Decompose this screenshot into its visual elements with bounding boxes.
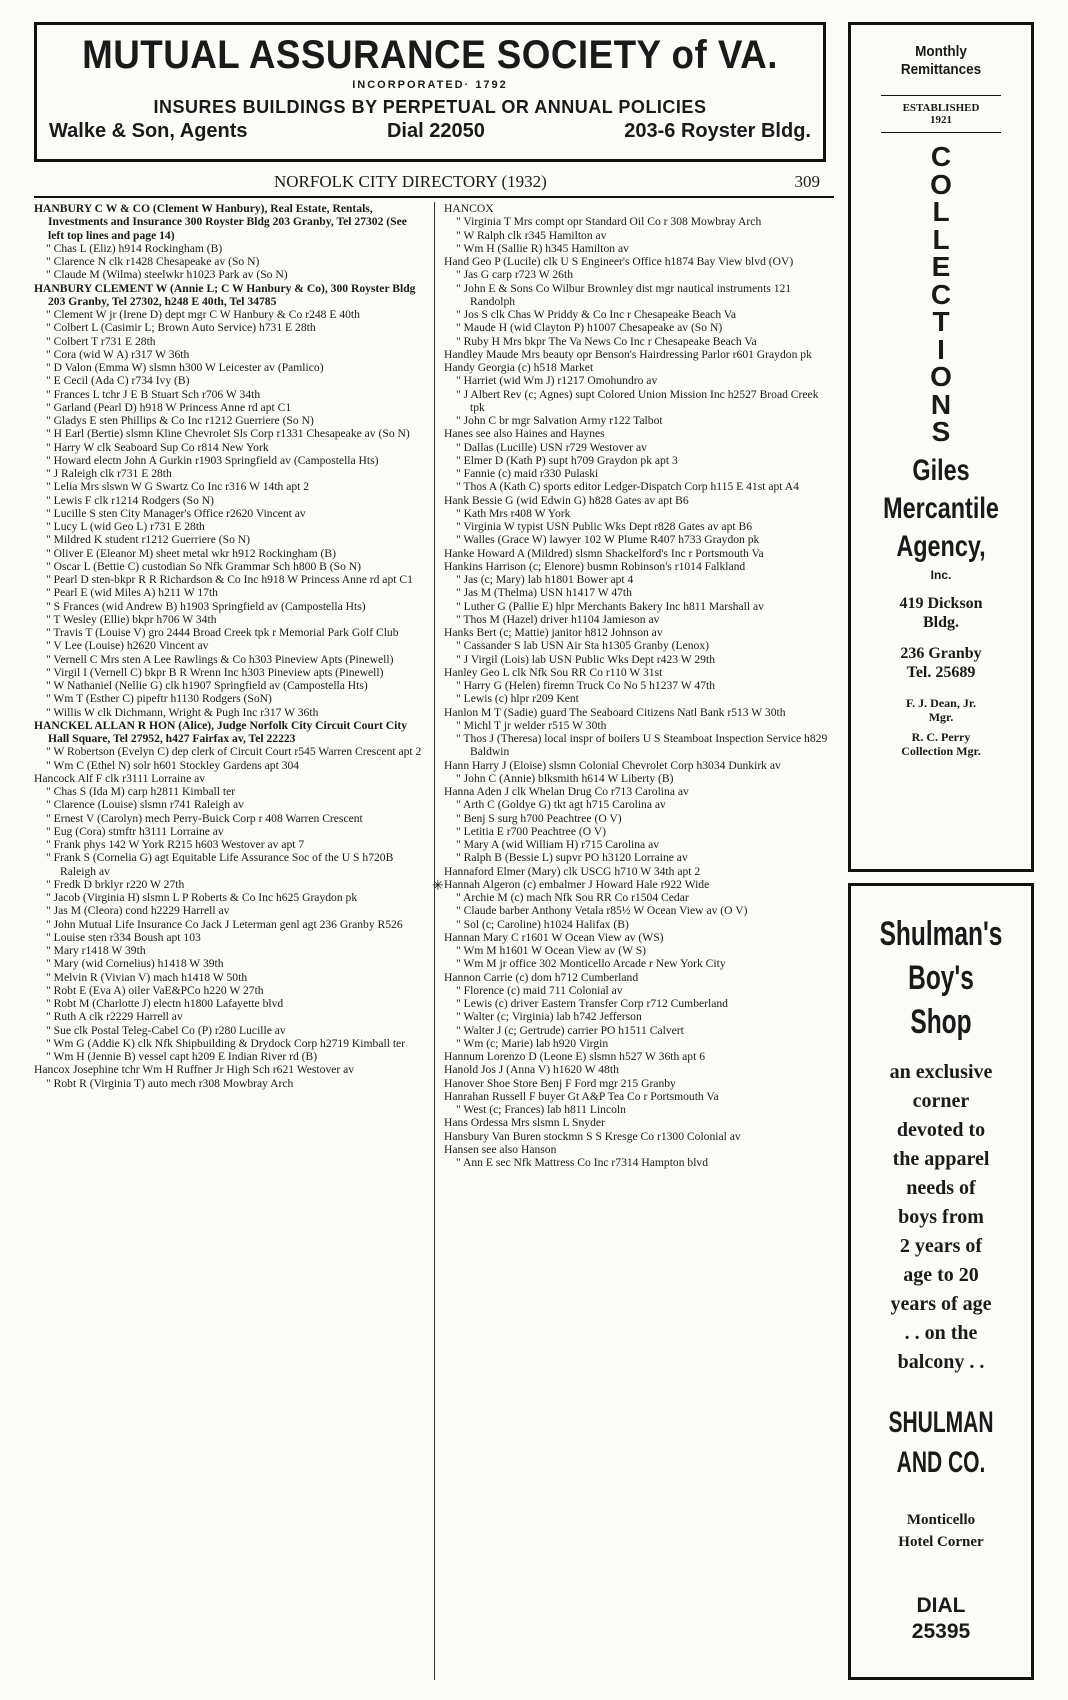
directory-entry: Hansbury Van Buren stockmn S S Kresge Co r1300 Colonial av bbox=[444, 1129, 741, 1143]
directory-entry: " John C (Annie) blksmith h614 W Liberty (B) bbox=[456, 771, 674, 785]
collection-manager-title: Collection Mgr. bbox=[901, 743, 981, 758]
collections-letter: L bbox=[932, 196, 950, 227]
directory-entry: " D Valon (Emma W) slsmn h300 W Leicester av (Pamlico) bbox=[46, 361, 324, 374]
directory-entry: " Travis T (Louise V) gro 2444 Broad Creek tpk r Memorial Park Golf Club bbox=[46, 626, 399, 639]
copy-line: balcony . . bbox=[897, 1351, 985, 1373]
directory-entry: " West (c; Frances) lab h811 Lincoln bbox=[456, 1103, 626, 1116]
address-line-1: 419 Dickson bbox=[899, 594, 983, 612]
directory-entry: " Jas M (Cleora) cond h2229 Harrell av bbox=[46, 904, 230, 918]
address-line-4: Tel. 25689 bbox=[906, 663, 976, 681]
directory-entry: " Wm C (Ethel N) solr h601 Stockley Gardens apt 304 bbox=[46, 758, 300, 772]
directory-entry: " Oliver E (Eleanor M) sheet metal wkr h912 Rockingham (B) bbox=[46, 546, 336, 560]
firm-inc: Inc. bbox=[930, 567, 952, 582]
directory-entry: " Colbert L (Casimir L; Brown Auto Service) h731 E 28th bbox=[46, 321, 316, 335]
directory-entry: " Fredk D brklyr r220 W 27th bbox=[46, 877, 185, 891]
collections-letter: O bbox=[930, 361, 952, 392]
directory-entry: " Wm M h1601 W Ocean View av (W S) bbox=[456, 944, 647, 957]
copy-line: the apparel bbox=[892, 1148, 990, 1170]
directory-entry: " Dallas (Lucille) USN r729 Westover av bbox=[456, 440, 647, 454]
directory-entry: Hannah Algeron (c) embalmer J Howard Hale r922 Wide bbox=[444, 877, 710, 891]
directory-entry: " Willis W clk Dichmann, Wright & Pugh Inc r317 W 36th bbox=[46, 705, 319, 719]
collections-letter: C bbox=[930, 278, 952, 310]
directory-entry: " Ruth A clk r2229 Harrell av bbox=[46, 1010, 183, 1024]
directory-entry: " Robt E (Eva A) oiler VaE&PCo h220 W 27th bbox=[46, 983, 264, 997]
firm-line-1: Giles bbox=[912, 453, 970, 487]
directory-entry: " Walter (c; Virginia) lab h742 Jefferson bbox=[456, 1010, 642, 1024]
collections-letter: S bbox=[931, 416, 951, 447]
directory-entry: " Frank phys 142 W York R215 h603 Westover av apt 7 bbox=[46, 838, 305, 851]
collections-letter: I bbox=[937, 333, 945, 365]
directory-entry: Hancox Josephine tchr Wm H Ruffner Jr High Sch r621 Westover av bbox=[34, 1063, 355, 1077]
directory-entry: " Harry G (Helen) firemn Truck Co No 5 h1237 W 47th bbox=[456, 679, 716, 692]
firm-name-2: AND CO. bbox=[896, 1446, 986, 1479]
directory-entry: " Virgil I (Vernell C) bkpr B R Wrenn Inc h303 Pineview apts (Pinewell) bbox=[46, 665, 384, 679]
directory-entry: " Ralph B (Bessie L) supvr PO h3120 Lorraine av bbox=[456, 851, 688, 865]
directory-entry: " Wm (c; Marie) lab h920 Virgin bbox=[456, 1036, 609, 1050]
banner-policies: INSURES BUILDINGS BY PERPETUAL OR ANNUAL POLICIES bbox=[153, 97, 707, 117]
directory-entry: " Lewis (c) hlpr r209 Kent bbox=[456, 692, 579, 706]
copy-line: . . on the bbox=[904, 1322, 978, 1344]
directory-entry: " Virginia T Mrs compt opr Standard Oil Co r 308 Mowbray Arch bbox=[456, 215, 762, 229]
directory-entry: " Eug (Cora) stmftr h3111 Lorraine av bbox=[46, 824, 224, 838]
collections-letter: C bbox=[930, 141, 952, 172]
collections-letter: T bbox=[932, 306, 950, 337]
directory-entry: Hanold Jos J (Anna V) h1620 W 48th bbox=[444, 1063, 619, 1077]
copy-line: an exclusive bbox=[889, 1061, 993, 1083]
directory-entry: " W Robertson (Evelyn C) dep clerk of Circuit Court r545 Warren Crescent apt 2 bbox=[46, 745, 422, 759]
directory-entry: " J Raleigh clk r731 E 28th bbox=[46, 467, 172, 480]
directory-entry: " Luther G (Pallie E) hlpr Merchants Bakery Inc h811 Marshall av bbox=[456, 599, 764, 613]
directory-entry: Hanks Bert (c; Mattie) janitor h812 Johnson av bbox=[444, 626, 663, 639]
directory-entry: " Jacob (Virginia H) slsmn L P Roberts & Co Inc h625 Graydon pk bbox=[46, 891, 358, 904]
directory-entry: " Claude barber Anthony Vetala r85½ W Ocean View av (O V) bbox=[456, 904, 748, 918]
banner-agents-row bbox=[37, 120, 823, 143]
directory-entry: Hanrahan Russell F buyer Gt A&P Tea Co r Portsmouth Va bbox=[444, 1089, 719, 1103]
directory-entry: " Pearl E (wid Miles A) h211 W 17th bbox=[46, 586, 218, 600]
directory-entry: " J Virgil (Lois) lab USN Public Wks Dept r423 W 29th bbox=[456, 652, 715, 666]
collections-letter: E bbox=[931, 251, 951, 282]
directory-entry: Hannon Carrie (c) dom h712 Cumberland bbox=[444, 970, 639, 984]
column-divider bbox=[434, 202, 435, 1680]
copy-line: years of age bbox=[890, 1293, 992, 1315]
copy-line: 2 years of bbox=[899, 1235, 983, 1257]
directory-entry: " Wm G (Addie K) clk Nfk Shipbuilding & Drydock Corp h2719 Kimball ter bbox=[46, 1036, 406, 1050]
directory-entry: Hann Harry J (Eloise) slsmn Colonial Chevrolet Corp h3034 Dunkirk av bbox=[444, 758, 781, 772]
directory-column-right bbox=[444, 202, 836, 1169]
directory-entry: " Ruby H Mrs bkpr The Va News Co Inc r Chesapeake Beach Va bbox=[456, 334, 757, 348]
location-1: Monticello bbox=[906, 1512, 976, 1528]
directory-entry: Hancock Alf F clk r3111 Lorraine av bbox=[34, 771, 206, 785]
collections-vertical-word bbox=[851, 143, 1031, 446]
directory-entry: " Harriet (wid Wm J) r1217 Omohundro av bbox=[456, 374, 658, 388]
directory-entry: " Lelia Mrs slswn W G Swartz Co Inc r316 W 14th apt 2 bbox=[46, 480, 310, 494]
directory-entry: " Letitia E r700 Peachtree (O V) bbox=[456, 824, 607, 838]
directory-entry: " Wm H (Sallie R) h345 Hamilton av bbox=[456, 241, 629, 255]
directory-entry: HANBURY CLEMENT W (Annie L; C W Hanbury & Co), 300 Royster Bldg 203 Granby, Tel 27302, h248 E 40th, Tel 34785 bbox=[34, 281, 416, 308]
star-mark-icon: ✳ bbox=[432, 879, 444, 894]
directory-entry: " Jas G carp r723 W 26th bbox=[456, 268, 574, 282]
directory-entry: " Howard electn John A Gurkin r1903 Springfield av (Campostella Hts) bbox=[46, 453, 379, 467]
directory-entry: " Arth C (Goldye G) tkt agt h715 Carolina av bbox=[456, 798, 666, 812]
directory-entry: " Sol (c; Caroline) h1024 Halifax (B) bbox=[456, 917, 629, 931]
dial-number: 25395 bbox=[911, 1620, 971, 1643]
banner-title: MUTUAL ASSURANCE SOCIETY of VA. bbox=[82, 33, 778, 77]
directory-entry: " Melvin R (Vivian V) mach h1418 W 50th bbox=[46, 970, 248, 984]
copy-line: corner bbox=[912, 1090, 970, 1112]
address-line-3: 236 Granby bbox=[900, 644, 982, 662]
directory-entry: " Maude H (wid Clayton P) h1007 Chesapeake av (So N) bbox=[456, 321, 723, 335]
divider bbox=[881, 132, 1001, 133]
directory-entry: Hanke Howard A (Mildred) slsmn Shackelford's Inc r Portsmouth Va bbox=[444, 546, 764, 560]
directory-entry: " Clarence N clk r1428 Chesapeake av (So N) bbox=[46, 255, 260, 268]
directory-entry: " V Lee (Louise) h2620 Vincent av bbox=[46, 639, 209, 653]
directory-entry: " Archie M (c) mach Nfk Sou RR Co r1504 Cedar bbox=[456, 891, 689, 904]
directory-entry: " Virginia W typist USN Public Wks Dept r828 Gates av apt B6 bbox=[456, 520, 753, 533]
directory-entry: " Cora (wid W A) r317 W 36th bbox=[46, 347, 190, 361]
divider bbox=[881, 95, 1001, 96]
directory-entry: " W Nathaniel (Nellie G) clk h1907 Springfield av (Campostella Hts) bbox=[46, 679, 368, 692]
directory-entry: Hankins Harrison (c; Elenore) busmn Robinson's r1014 Falkland bbox=[444, 559, 746, 573]
banner-agents: Walke & Son, Agents bbox=[49, 120, 248, 142]
collections-letter: L bbox=[932, 223, 950, 255]
directory-entry: " Harry W clk Seaboard Sup Co r814 New York bbox=[46, 440, 269, 454]
collections-letter: O bbox=[930, 168, 952, 200]
dial-label: DIAL bbox=[916, 1594, 966, 1617]
directory-column-left bbox=[34, 202, 422, 1090]
directory-entry: " Lewis F clk r1214 Rodgers (So N) bbox=[46, 493, 214, 507]
directory-entry: " Mildred K student r1212 Guerriere (So N) bbox=[46, 533, 251, 547]
running-head bbox=[34, 170, 834, 198]
directory-entry: Hans Ordessa Mrs slsmn L Snyder bbox=[444, 1116, 605, 1130]
directory-entry: " Robt R (Virginia T) auto mech r308 Mowbray Arch bbox=[46, 1076, 294, 1090]
directory-entry: " Pearl D sten-bkpr R R Richardson & Co Inc h918 W Princess Anne rd apt C1 bbox=[46, 573, 413, 586]
directory-entry: " W Ralph clk r345 Hamilton av bbox=[456, 228, 607, 242]
directory-entry: " Cassander S lab USN Air Sta h1305 Granby (Lenox) bbox=[456, 639, 709, 653]
shop-copy bbox=[851, 1058, 1031, 1377]
directory-entry: HANCOX bbox=[444, 202, 494, 215]
monthly-label: Monthly bbox=[915, 43, 967, 60]
directory-entry: Handley Maude Mrs beauty opr Benson's Hairdressing Parlor r601 Graydon pk bbox=[444, 347, 812, 361]
directory-entry: " Clarence (Louise) slsmn r741 Raleigh av bbox=[46, 798, 244, 812]
directory-entry: " Chas S (Ida M) carp h2811 Kimball ter bbox=[46, 785, 236, 798]
directory-entry: Hanlon M T (Sadie) guard The Seaboard Citizens Natl Bank r513 W 30th bbox=[444, 705, 786, 719]
established-year: 1921 bbox=[930, 114, 952, 126]
directory-entry: Hannan Mary C r1601 W Ocean View av (WS) bbox=[444, 930, 664, 944]
copy-line: devoted to bbox=[896, 1119, 986, 1141]
collections-letter: N bbox=[930, 388, 952, 420]
directory-entry: " Robt M (Charlotte J) electn h1800 Lafayette blvd bbox=[46, 997, 284, 1010]
manager-title: Mgr. bbox=[928, 709, 954, 724]
directory-entry: " E Cecil (Ada C) r734 Ivy (B) bbox=[46, 374, 190, 388]
mutual-assurance-banner bbox=[34, 22, 826, 162]
firm-name-1: SHULMAN bbox=[888, 1406, 994, 1439]
directory-entry: " Ann E sec Nfk Mattress Co Inc r7314 Hampton blvd bbox=[456, 1156, 709, 1169]
directory-entry: " Wm H (Jennie B) vessel capt h209 E Indian River rd (B) bbox=[46, 1050, 318, 1063]
directory-entry: " Thos J (Theresa) local inspr of boilers U S Steamboat Inspection Service h829 Baldwin bbox=[456, 732, 828, 759]
directory-entry: " Kath Mrs r408 W York bbox=[456, 506, 571, 520]
directory-entry: " Sue clk Postal Teleg-Cabel Co (P) r280 Lucille av bbox=[46, 1023, 286, 1037]
directory-entry: Handy Georgia (c) h518 Market bbox=[444, 361, 594, 374]
manager-name: F. J. Dean, Jr. bbox=[905, 695, 977, 710]
directory-entry: " Thos A (Kath C) sports editor Ledger-Dispatch Corp h115 E 41st apt A4 bbox=[456, 480, 799, 494]
directory-entry: " Claude M (Wilma) steelwkr h1023 Park av (So N) bbox=[46, 268, 288, 282]
directory-entry: " Frances L tchr J E B Stuart Sch r706 W 34th bbox=[46, 387, 261, 401]
shulman-ad bbox=[848, 883, 1034, 1680]
directory-entry: " S Frances (wid Andrew B) h1903 Springfield av (Campostella Hts) bbox=[46, 599, 366, 613]
directory-entry: " Garland (Pearl D) h918 W Princess Anne rd apt C1 bbox=[46, 400, 292, 414]
directory-entry: Hannaford Elmer (Mary) clk USCG h710 W 34th apt 2 bbox=[444, 864, 701, 878]
established-label: ESTABLISHED bbox=[902, 102, 980, 114]
directory-entry: HANBURY C W & CO (Clement W Hanbury), Real Estate, Rentals, Investments and Insurance 300 Royster Bldg 203 Granby, Tel 27302 (See left top lines and page 14) bbox=[34, 202, 407, 242]
directory-entry: " Mary (wid Cornelius) h1418 W 39th bbox=[46, 957, 224, 971]
shop-name-1: Shulman's bbox=[879, 915, 1003, 953]
directory-entry: HANCKEL ALLAN R HON (Alice), Judge Norfolk City Circuit Court City Hall Square, Tel 27952, h427 Fairfax av, Tel 22223 bbox=[34, 718, 408, 745]
remittances-label: Remittances bbox=[900, 61, 982, 78]
copy-line: age to 20 bbox=[903, 1264, 979, 1286]
address-line-2: Bldg. bbox=[922, 613, 959, 631]
location-2: Hotel Corner bbox=[898, 1534, 984, 1550]
shop-name-3: Shop bbox=[910, 1003, 972, 1041]
directory-entry: " Frank S (Cornelia G) agt Equitable Life Assurance Soc of the U S h720B Raleigh av bbox=[46, 851, 394, 878]
directory-entry: " Michl T jr welder r515 W 30th bbox=[456, 718, 607, 732]
collections-ad bbox=[848, 22, 1034, 872]
copy-line: boys from bbox=[898, 1206, 984, 1228]
banner-dial: Dial 22050 bbox=[386, 120, 485, 142]
directory-entry: " Mary A (wid William H) r715 Carolina av bbox=[456, 838, 660, 851]
firm-line-2: Mercantile bbox=[883, 491, 999, 525]
directory-entry: " Ernest V (Carolyn) mech Perry-Buick Corp r 408 Warren Crescent bbox=[46, 811, 363, 825]
directory-entry: " J Albert Rev (c; Agnes) supt Colored Union Mission Inc h2527 Broad Creek tpk bbox=[456, 387, 819, 414]
collection-manager-name: R. C. Perry bbox=[911, 729, 971, 744]
directory-entry: " Chas L (Eliz) h914 Rockingham (B) bbox=[46, 241, 223, 255]
copy-line: needs of bbox=[906, 1177, 976, 1199]
directory-entry: " Louise sten r334 Boush apt 103 bbox=[46, 930, 201, 944]
directory-entry: " Thos M (Hazel) driver h1104 Jamieson av bbox=[456, 612, 660, 626]
directory-entry: " H Earl (Bertie) slsmn Kline Chevrolet Sls Corp r1331 Chesapeake av (So N) bbox=[46, 427, 410, 441]
shop-name-2: Boy's bbox=[908, 959, 974, 997]
directory-entry: Hannum Lorenzo D (Leone E) slsmn h527 W 36th apt 6 bbox=[444, 1050, 706, 1063]
directory-entry: " Oscar L (Bettie C) custodian So Nfk Grammar Sch h800 B (So N) bbox=[46, 559, 362, 573]
directory-entry: " Jos S clk Chas W Priddy & Co Inc r Chesapeake Beach Va bbox=[456, 308, 737, 321]
banner-address: 203-6 Royster Bldg. bbox=[624, 120, 811, 142]
directory-entry: " Elmer D (Kath P) supt h709 Graydon pk apt 3 bbox=[456, 453, 678, 467]
directory-entry: " Lewis (c) driver Eastern Transfer Corp r712 Cumberland bbox=[456, 997, 728, 1010]
directory-entry: Hanley Geo L clk Nfk Sou RR Co r110 W 31st bbox=[444, 665, 663, 679]
directory-entry: " Vernell C Mrs sten A Lee Rawlings & Co h303 Pineview Apts (Pinewell) bbox=[46, 652, 394, 666]
directory-entry: " T Wesley (Ellie) bkpr h706 W 34th bbox=[46, 612, 217, 626]
page-number: 309 bbox=[794, 172, 820, 191]
directory-entry: " Wm T (Esther C) pipeftr h1130 Rodgers (SoN) bbox=[46, 692, 272, 706]
directory-entry: " Jas (c; Mary) lab h1801 Bower apt 4 bbox=[456, 573, 634, 586]
directory-entry: " Walter J (c; Gertrude) carrier PO h1511 Calvert bbox=[456, 1023, 684, 1037]
directory-entry: " Lucille S sten City Manager's Office r2620 Vincent av bbox=[46, 506, 306, 520]
firm-line-3: Agency, bbox=[896, 529, 986, 563]
directory-entry: Hanna Aden J clk Whelan Drug Co r713 Carolina av bbox=[444, 785, 689, 798]
directory-entry: Hanes see also Haines and Haynes bbox=[444, 427, 605, 441]
directory-entry: " Clement W jr (Irene D) dept mgr C W Hanbury & Co r248 E 40th bbox=[46, 308, 360, 321]
directory-entry: Hank Bessie G (wid Edwin G) h828 Gates av apt B6 bbox=[444, 493, 689, 507]
directory-entry: " Colbert T r731 E 28th bbox=[46, 334, 156, 348]
directory-entry: " John Mutual Life Insurance Co Jack J Leterman genl agt 236 Granby R526 bbox=[46, 917, 403, 931]
directory-entry: " Benj S surg h700 Peachtree (O V) bbox=[456, 811, 622, 825]
directory-entry: Hansen see also Hanson bbox=[444, 1142, 557, 1156]
banner-incorporated: INCORPORATED· 1792 bbox=[352, 79, 508, 91]
directory-entry: Hand Geo P (Lucile) clk U S Engineer's Office h1874 Bay View blvd (OV) bbox=[444, 255, 794, 268]
directory-entry: " Jas M (Thelma) USN h1417 W 47th bbox=[456, 586, 632, 600]
directory-entry: Hanover Shoe Store Benj F Ford mgr 215 Granby bbox=[444, 1076, 676, 1090]
directory-entry: " Lucy L (wid Geo L) r731 E 28th bbox=[46, 520, 205, 533]
directory-entry: " Wm M jr office 302 Monticello Arcade r New York City bbox=[456, 957, 726, 971]
directory-entry: " Mary r1418 W 39th bbox=[46, 944, 146, 957]
directory-entry: " Florence (c) maid 711 Colonial av bbox=[456, 983, 623, 997]
page-title: NORFOLK CITY DIRECTORY (1932) bbox=[274, 172, 547, 191]
directory-entry: " John E & Sons Co Wilbur Brownley dist mgr nautical instruments 121 Randolph bbox=[456, 281, 792, 308]
directory-entry: " Fannie (c) maid r330 Pulaski bbox=[456, 467, 599, 480]
directory-entry: " Walles (Grace W) lawyer 102 W Plume R407 h733 Graydon pk bbox=[456, 533, 760, 547]
directory-entry: " John C br mgr Salvation Army r122 Talbot bbox=[456, 414, 663, 427]
directory-entry: " Gladys E sten Phillips & Co Inc r1212 Guerriere (So N) bbox=[46, 414, 314, 427]
